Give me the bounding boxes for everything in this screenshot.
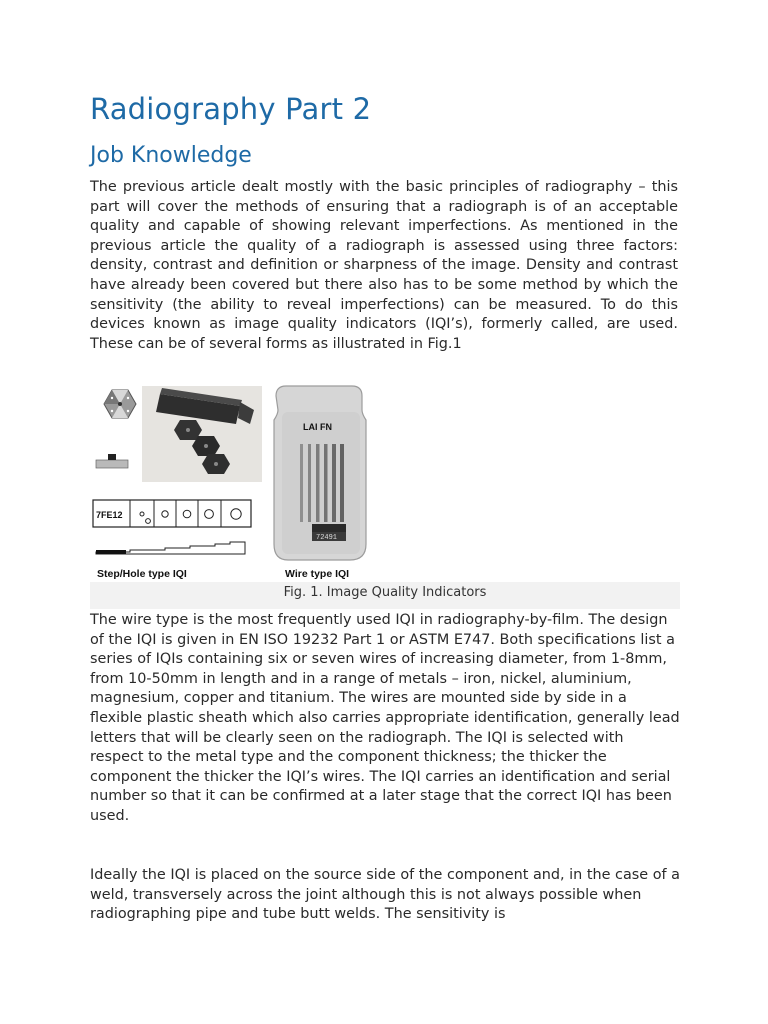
wire-iqi-icon <box>274 386 366 560</box>
wire-iqi-header: LAI FN <box>303 422 332 432</box>
step-hole-plate-icon <box>93 500 251 527</box>
intro-paragraph: The previous article dealt mostly with the basic principles of radiography – this part will cover the methods of ensuring that a radiograph is of an acceptable quality and capable of showing relevant imperfections. As mentioned in the previous article the quality of a radiograph is assessed using three factors: density, contrast and definition or sharpness of the image. Density and contrast have already been covered but there also has to be some method by which the sensitivity (the ability to reveal imperfections) can be measured. To do this devices known as image quality indicators (IQI’s), formerly called, are used. These can be of several forms as illustrated in Fig.1 <box>90 179 678 352</box>
wire-type-paragraph: The wire type is the most frequently used IQI in radiography-by-film. The design of the IQI is given in EN ISO 19232 Part 1 or ASTM E747. Both specifications list a series of IQIs containing six or seven wires of increasing diameter, from 1-8mm, from 10-50mm in length and in a range of metals – iron, nickel, aluminium, magnesium, copper and titanium. The wires are mounted side by side in a flexible plastic sheath which also carries appropriate identification, generally lead letters that will be clearly seen on the radiograph. The IQI is selected with respect to the metal type and the component thickness; the thicker the component the thicker the IQI’s wires. The IQI carries an identification and serial number so that it can be confirmed at a later stage that the correct IQI has been used. <box>90 612 680 824</box>
page-subtitle: Job Knowledge <box>90 143 252 168</box>
placement-paragraph: Ideally the IQI is placed on the source side of the component and, in the case of a weld, transversely across the joint although this is not always possible when radiographing pipe and tube butt welds. The sensitivity is <box>90 867 680 923</box>
figure-iqi <box>90 384 680 600</box>
step-hole-label: Step/Hole type IQI <box>97 568 187 580</box>
step-plate-id: 7FE12 <box>96 510 123 520</box>
figure-caption: Fig. 1. Image Quality Indicators <box>283 585 487 600</box>
figure-image <box>90 384 680 582</box>
wire-iqi-serial: 72491 <box>316 534 338 542</box>
page-title: Radiography Part 2 <box>90 92 372 126</box>
wire-type-label: Wire type IQI <box>285 568 350 580</box>
